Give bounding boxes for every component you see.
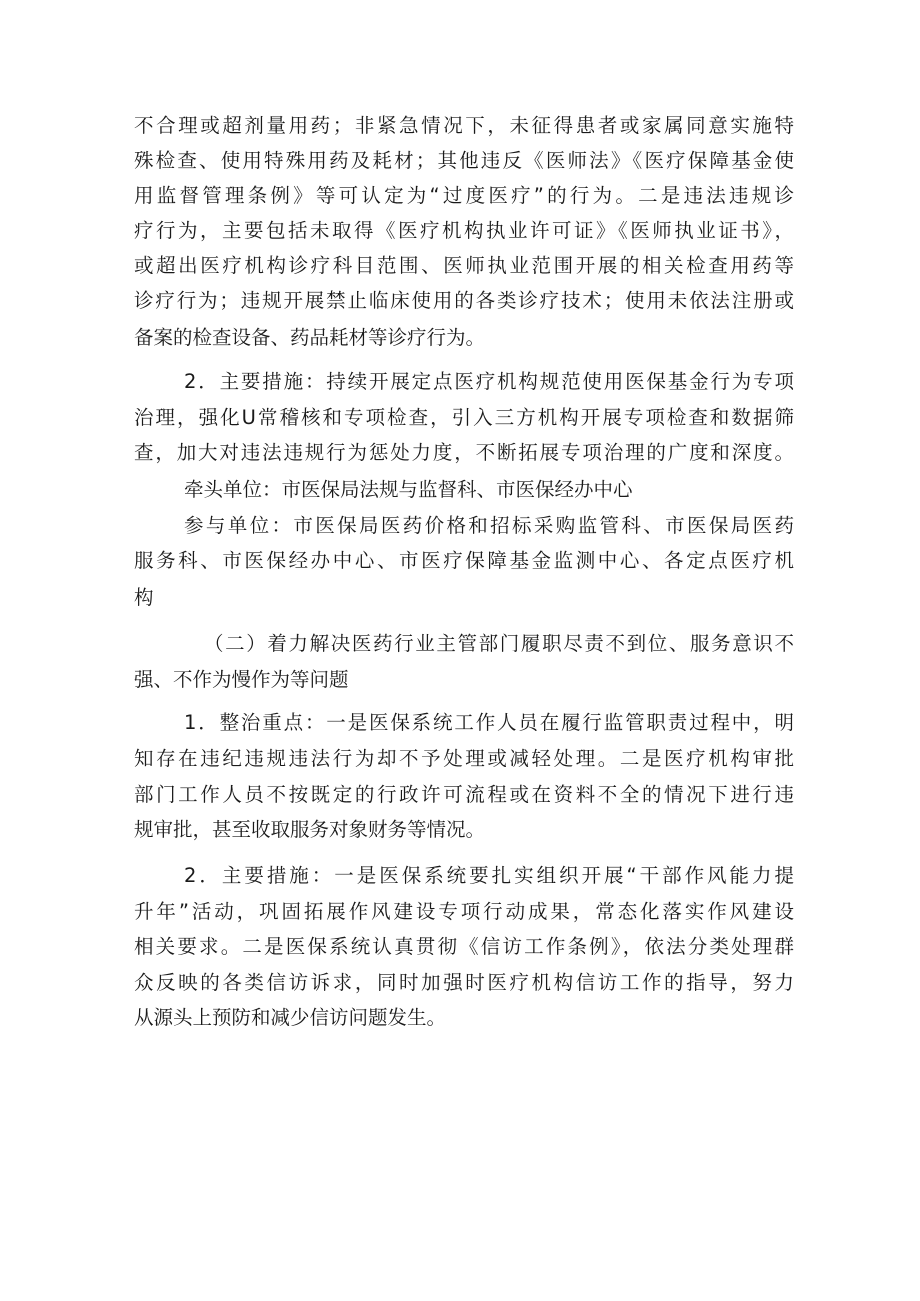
section-heading-line: 强、不作为慢作为等问题 (134, 668, 349, 691)
text-line: 规审批，甚至收取服务对象财务等情况。 (134, 818, 486, 841)
text-line: 2．主要措施：持续开展定点医疗机构规范使用医保基金行为专项 (184, 370, 794, 393)
section-heading-line: （二）着力解决医药行业主管部门履职尽责不到位、服务意识不 (204, 632, 794, 655)
text-line: 众反映的各类信访诉求，同时加强时医疗机构信访工作的指导，努力 (134, 971, 794, 994)
text-line: 诊疗行为；违规开展禁止临床使用的各类诊疗技术；使用未依法注册或 (134, 289, 794, 312)
text-line: 服务科、市医保经办中心、市医疗保障基金监测中心、各定点医疗机 (134, 549, 794, 572)
text-line: 不合理或超剂量用药；非紧急情况下，未征得患者或家属同意实施特 (134, 114, 794, 137)
text-line: 构 (134, 586, 154, 609)
text-line: 牵头单位：市医保局法规与监督科、市医保经办中心 (184, 478, 633, 501)
text-line: 1．整治重点：一是医保系统工作人员在履行监管职责过程中，明 (184, 711, 794, 734)
text-line: 部门工作人员不按既定的行政许可流程或在资料不全的情况下进行违 (134, 783, 794, 806)
text-line: 从源头上预防和减少信访问题发生。 (134, 1006, 447, 1029)
text-line: 疗行为，主要包括未取得《医疗机构执业许可证》《医师执业证书》， (134, 219, 794, 242)
text-line: 参与单位：市医保局医药价格和招标采购监管科、市医保局医药 (184, 514, 794, 537)
text-line: 或超出医疗机构诊疗科目范围、医师执业范围开展的相关检查用药等 (134, 254, 794, 277)
text-line: 相关要求。二是医保系统认真贯彻《信访工作条例》，依法分类处理群 (134, 935, 794, 958)
text-line: 2．主要措施：一是医保系统要扎实组织开展“干部作风能力提 (184, 864, 794, 887)
text-line: 查，加大对违法违规行为惩处力度，不断拓展专项治理的广度和深度。 (134, 441, 794, 464)
text-line: 殊检查、使用特殊用药及耗材；其他违反《医师法》《医疗保障基金使 (134, 149, 794, 172)
text-line: 备案的检查设备、药品耗材等诊疗行为。 (134, 326, 486, 349)
text-line: 用监督管理条例》等可认定为“过度医疗”的行为。二是违法违规诊 (134, 184, 794, 207)
text-line: 治理，强化U常稽核和专项检查，引入三方机构开展专项检查和数据筛 (134, 406, 794, 429)
text-line: 知存在违纪违规违法行为却不予处理或减轻处理。二是医疗机构审批 (134, 747, 794, 770)
text-line: 升年”活动，巩固拓展作风建设专项行动成果，常态化落实作风建设 (134, 900, 794, 923)
